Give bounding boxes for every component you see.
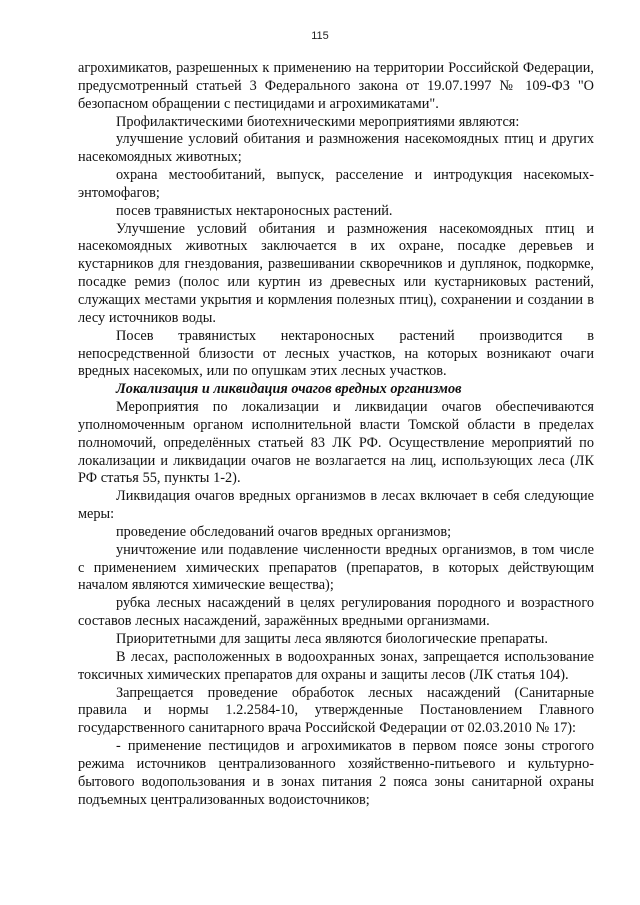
document-body <box>78 60 594 809</box>
paragraph: Мероприятия по локализации и ликвидации очагов обеспечиваются уполномоченным органом исполнительной власти Томской области в пределах полномочий, определённых статьей 83 ЛК РФ. Осуществление мероприятий по локализации и ликвидации очагов не возлагается на лиц, использующих леса (ЛК РФ статья 55, пункты 1-2). <box>78 399 594 487</box>
list-item: охрана местообитаний, выпуск, расселение и интродукция насекомых-энтомофагов; <box>78 167 594 201</box>
paragraph: Профилактическими биотехническими мероприятиями являются: <box>116 113 520 130</box>
section-heading: Локализация и ликвидация очагов вредных организмов <box>116 381 462 398</box>
list-item: посев травянистых нектароносных растений. <box>116 202 393 219</box>
paragraph: Посев травянистых нектароносных растений производится в непосредственной близости от лесных участков, на которых возникают очаги вредных насекомых, или по опушкам этих лесных участков. <box>78 327 594 380</box>
list-item: уничтожение или подавление численности вредных организмов, в том числе с применением химических препаратов (препаратов, в которых действующим началом являются химические вещества); <box>78 541 594 594</box>
paragraph: Улучшение условий обитания и размножения насекомоядных птиц и насекомоядных животных заключается в их охране, посадке деревьев и кустарников для гнездования, развешивании скворечников и дуплянок, подкормке, посадке ремиз (полос или куртин из древесных или кустарниковых растений, служащих местами укрытия и кормления полезных птиц), сохранении и создании в лесу источников воды. <box>78 220 594 326</box>
paragraph: Приоритетными для защиты леса являются биологические препараты. <box>116 631 548 647</box>
paragraph: В лесах, расположенных в водоохранных зонах, запрещается использование токсичных химических препаратов для охраны и защиты лесов (ЛК статья 104). <box>78 648 594 683</box>
paragraph: Ликвидация очагов вредных организмов в лесах включает в себя следующие меры: <box>78 488 594 523</box>
page-number: 115 <box>311 30 329 42</box>
list-item: рубка лесных насаждений в целях регулирования породного и возрастного составов лесных насаждений, заражённых вредными организмами. <box>78 595 594 630</box>
list-item: улучшение условий обитания и размножения насекомоядных птиц и других насекомоядных животных; <box>78 131 594 166</box>
list-item: - применение пестицидов и агрохимикатов в первом поясе зоны строгого режима источников централизованного хозяйственно-питьевого и культурно-бытового водопользования и в зонах питания 2 пояса зоны санитарной охраны подъемных централизованных водоисточников; <box>78 738 594 808</box>
list-item: проведение обследований очагов вредных организмов; <box>116 523 452 540</box>
paragraph: агрохимикатов, разрешенных к применению на территории Российской Федерации, предусмотренный статьей 3 Федерального закона от 19.07.1997 № 109-ФЗ "О безопасном обращении с пестицидами и агрохимикатами". <box>78 60 594 112</box>
paragraph: Запрещается проведение обработок лесных насаждений (Санитарные правила и нормы 1.2.2584-10, утвержденные Постановлением Главного государственного санитарного врача Российской Федерации от 02.03.2010 № 17): <box>78 684 594 737</box>
